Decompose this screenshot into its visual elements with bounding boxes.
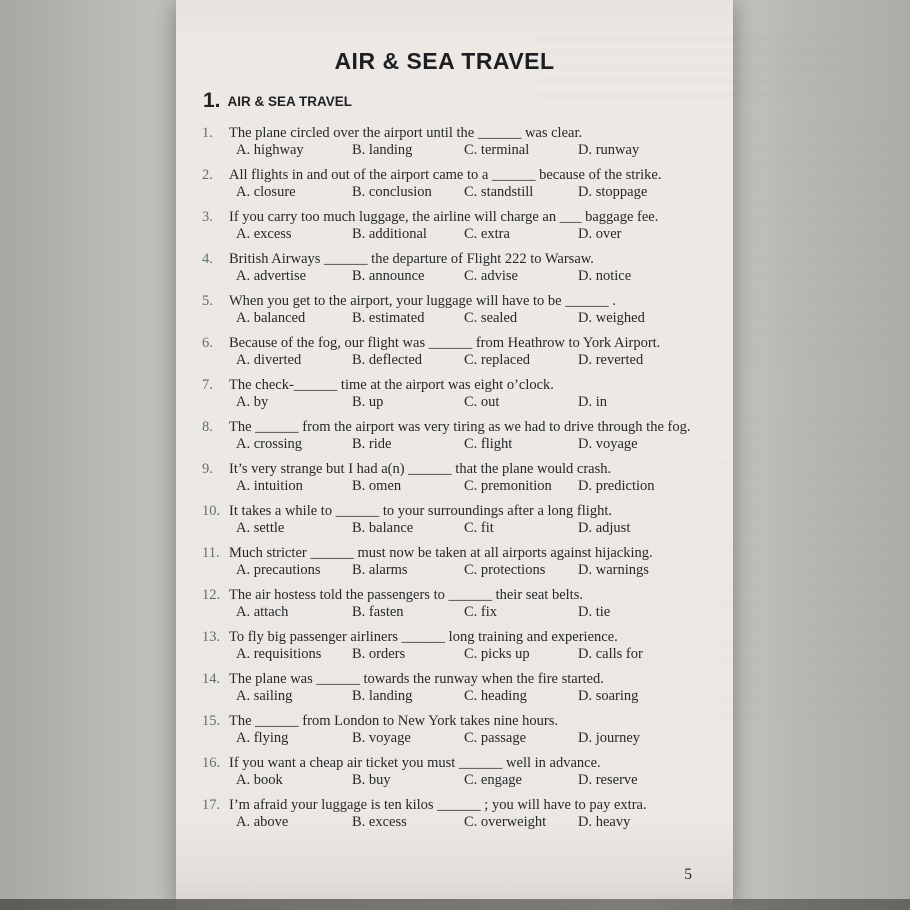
option-a: A. highway [236, 142, 304, 158]
question-item [176, 167, 733, 201]
section-title: AIR & SEA TRAVEL [227, 94, 353, 109]
question-text: All flights in and out of the airport came to a ______ because of the strike. [229, 167, 662, 183]
options-row [236, 268, 705, 285]
option-d: D. reserve [578, 772, 638, 788]
option-c: C. standstill [464, 184, 534, 200]
option-b: B. up [352, 394, 384, 410]
options-row [236, 394, 705, 411]
option-c: C. replaced [464, 352, 531, 368]
question-item [176, 461, 733, 495]
question-item [176, 713, 733, 747]
option-d: D. warnings [578, 562, 649, 578]
question-number: 13. [202, 629, 221, 645]
option-b: B. additional [352, 226, 427, 242]
options-row [236, 310, 705, 327]
options-row [236, 184, 705, 201]
question-number: 16. [202, 755, 221, 771]
option-c: C. terminal [464, 142, 530, 158]
question-number: 17. [202, 797, 221, 813]
question-item [176, 545, 733, 579]
option-d: D. journey [578, 730, 641, 746]
option-b: B. deflected [352, 352, 423, 368]
option-d: D. in [578, 394, 607, 410]
question-text: Much stricter ______ must now be taken at all airports against hijacking. [229, 545, 653, 561]
option-c: C. engage [464, 772, 522, 788]
question-item [176, 419, 733, 453]
page-title: AIR & SEA TRAVEL [334, 48, 555, 74]
option-d: D. stoppage [578, 184, 648, 200]
option-c: C. advise [464, 268, 518, 284]
option-d: D. tie [578, 604, 611, 620]
option-c: C. passage [464, 730, 527, 746]
option-d: D. runway [578, 142, 640, 158]
option-c: C. flight [464, 436, 513, 452]
option-c: C. fix [464, 604, 498, 620]
option-b: B. estimated [352, 310, 425, 326]
option-b: B. omen [352, 478, 402, 494]
option-a: A. closure [236, 184, 296, 200]
option-b: B. buy [352, 772, 391, 788]
question-item [176, 503, 733, 537]
options-row [236, 730, 705, 747]
options-row [236, 688, 705, 705]
option-a: A. above [236, 814, 289, 830]
question-item [176, 125, 733, 159]
options-row [236, 772, 705, 789]
question-text: The check-______ time at the airport was eight o’clock. [229, 377, 554, 393]
question-item [176, 293, 733, 327]
options-row [236, 436, 705, 453]
question-text: If you carry too much luggage, the airline will charge an ___ baggage fee. [229, 209, 659, 225]
options-row [236, 814, 705, 831]
option-a: A. by [236, 394, 269, 410]
options-row [236, 604, 705, 621]
question-item [176, 251, 733, 285]
question-text: It’s very strange but I had a(n) ______ that the plane would crash. [229, 461, 612, 477]
question-text: I’m afraid your luggage is ten kilos ______ ; you will have to pay extra. [229, 797, 647, 813]
question-number: 8. [202, 419, 213, 435]
bleed-through-artifact [736, 120, 886, 360]
option-d: D. weighed [578, 310, 645, 326]
question-text: Because of the fog, our flight was ______ from Heathrow to York Airport. [229, 335, 661, 351]
options-row [236, 520, 705, 537]
option-a: A. excess [236, 226, 292, 242]
option-b: B. ride [352, 436, 392, 452]
scanned-page [176, 0, 733, 910]
question-item [176, 209, 733, 243]
option-b: B. conclusion [352, 184, 432, 200]
page-content [176, 0, 733, 831]
option-c: C. heading [464, 688, 527, 704]
option-a: A. advertise [236, 268, 307, 284]
question-text: The plane circled over the airport until the ______ was clear. [229, 125, 583, 141]
option-a: A. flying [236, 730, 289, 746]
option-a: A. settle [236, 520, 285, 536]
option-d: D. heavy [578, 814, 631, 830]
question-text: The air hostess told the passengers to ______ their seat belts. [229, 587, 583, 603]
question-number: 12. [202, 587, 221, 603]
option-d: D. adjust [578, 520, 631, 536]
option-a: A. attach [236, 604, 289, 620]
question-number: 14. [202, 671, 221, 687]
option-a: A. precautions [236, 562, 321, 578]
question-item [176, 797, 733, 831]
option-d: D. calls for [578, 646, 643, 662]
option-d: D. over [578, 226, 622, 242]
bleed-through-artifact [716, 420, 886, 720]
question-number: 6. [202, 335, 213, 351]
option-c: C. protections [464, 562, 546, 578]
question-item [176, 587, 733, 621]
page-number: 5 [684, 866, 692, 883]
question-number: 5. [202, 293, 213, 309]
question-text: It takes a while to ______ to your surroundings after a long flight. [229, 503, 612, 519]
question-text: When you get to the airport, your luggage will have to be ______ . [229, 293, 616, 309]
option-b: B. alarms [352, 562, 408, 578]
question-number: 4. [202, 251, 213, 267]
question-text: The ______ from the airport was very tiring as we had to drive through the fog. [229, 419, 691, 435]
option-c: C. extra [464, 226, 510, 242]
question-number: 15. [202, 713, 221, 729]
option-b: B. orders [352, 646, 406, 662]
question-item [176, 629, 733, 663]
question-list [176, 125, 733, 831]
question-item [176, 377, 733, 411]
question-number: 9. [202, 461, 213, 477]
question-item [176, 671, 733, 705]
option-b: B. announce [352, 268, 425, 284]
option-c: C. overweight [464, 814, 547, 830]
options-row [236, 142, 705, 159]
question-item [176, 755, 733, 789]
option-b: B. landing [352, 142, 413, 158]
options-row [236, 562, 705, 579]
section-heading [203, 89, 733, 113]
option-d: D. prediction [578, 478, 655, 494]
question-number: 1. [202, 125, 213, 141]
option-a: A. diverted [236, 352, 302, 368]
option-b: B. excess [352, 814, 407, 830]
question-text: British Airways ______ the departure of Flight 222 to Warsaw. [229, 251, 594, 267]
option-d: D. voyage [578, 436, 638, 452]
question-text: The ______ from London to New York takes nine hours. [229, 713, 559, 729]
option-a: A. sailing [236, 688, 293, 704]
question-text: To fly big passenger airliners ______ long training and experience. [229, 629, 618, 645]
scan-bottom-edge [0, 899, 910, 910]
option-a: A. requisitions [236, 646, 322, 662]
question-number: 3. [202, 209, 213, 225]
options-row [236, 646, 705, 663]
question-text: The plane was ______ towards the runway when the fire started. [229, 671, 604, 687]
question-item [176, 335, 733, 369]
option-a: A. book [236, 772, 283, 788]
option-c: C. picks up [464, 646, 530, 662]
option-d: D. reverted [578, 352, 644, 368]
option-c: C. sealed [464, 310, 518, 326]
option-d: D. soaring [578, 688, 639, 704]
option-c: C. premonition [464, 478, 552, 494]
options-row [236, 226, 705, 243]
option-b: B. voyage [352, 730, 411, 746]
option-c: C. fit [464, 520, 494, 536]
section-number: 1. [203, 89, 221, 112]
option-d: D. notice [578, 268, 632, 284]
option-b: B. fasten [352, 604, 404, 620]
option-a: A. crossing [236, 436, 303, 452]
option-b: B. balance [352, 520, 414, 536]
question-text: If you want a cheap air ticket you must ______ well in advance. [229, 755, 601, 771]
options-row [236, 478, 705, 495]
option-a: A. intuition [236, 478, 303, 494]
option-a: A. balanced [236, 310, 306, 326]
question-number: 7. [202, 377, 213, 393]
question-number: 11. [202, 545, 220, 561]
option-c: C. out [464, 394, 500, 410]
question-number: 10. [202, 503, 221, 519]
option-b: B. landing [352, 688, 413, 704]
question-number: 2. [202, 167, 213, 183]
options-row [236, 352, 705, 369]
